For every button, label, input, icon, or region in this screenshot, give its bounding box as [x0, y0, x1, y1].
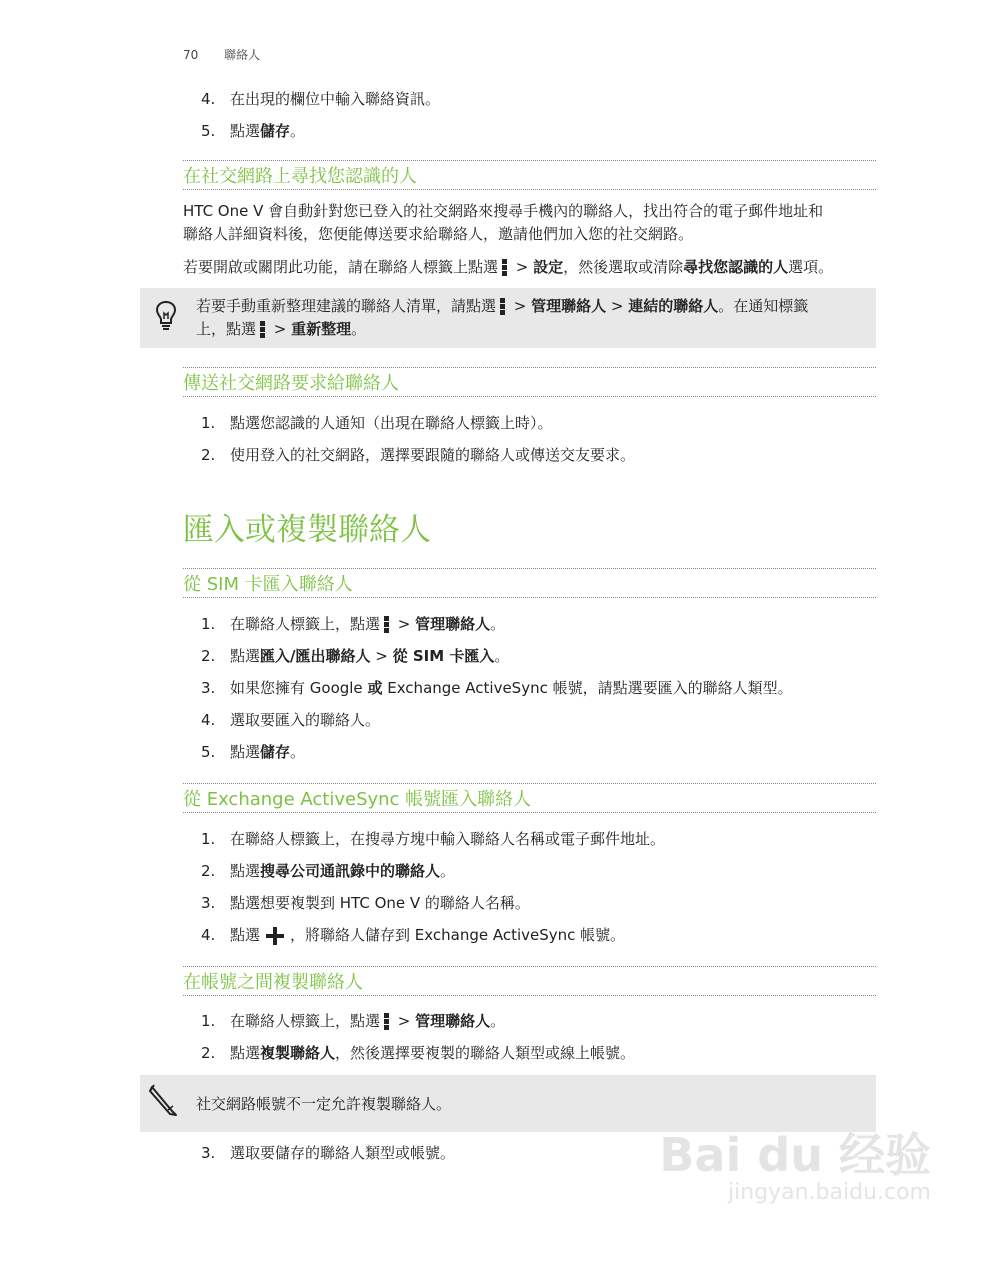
- step-text: >: [393, 615, 416, 633]
- tip-text-part: 。在通知標籤: [718, 297, 809, 315]
- pencil-icon: [148, 1083, 178, 1117]
- menu-icon: [384, 615, 389, 634]
- step-number: 2.: [201, 1044, 216, 1062]
- step-text: 使用登入的社交網路，選擇要跟隨的聯絡人或傳送交友要求。: [230, 446, 636, 464]
- step-number: 5.: [201, 122, 216, 140]
- step-text: 點選: [230, 926, 261, 944]
- ui-term: 匯入/匯出聯絡人: [260, 647, 371, 665]
- step-text: >: [393, 1012, 416, 1030]
- note-text: 社交網路帳號不一定允許複製聯絡人。: [196, 1095, 452, 1113]
- list-item: [183, 677, 793, 699]
- list-item: [183, 1042, 635, 1064]
- step-number: 3.: [201, 1144, 216, 1162]
- tip-text-part: 上，點選: [196, 320, 257, 338]
- plus-icon: [266, 927, 284, 945]
- tip-text: [196, 295, 856, 341]
- ui-term: 儲存: [260, 743, 291, 761]
- menu-icon: [502, 258, 507, 277]
- paragraph-line: HTC One V 會自動針對您已登入的社交網路來搜尋手機內的聯絡人，找出符合的電子郵件地址和: [183, 202, 824, 220]
- ui-term: 從 SIM 卡匯入: [392, 647, 495, 665]
- step-text: 點選: [230, 1044, 261, 1062]
- list-item: [183, 924, 625, 946]
- step-text: ，將聯絡人儲存到 Exchange ActiveSync 帳號。: [290, 926, 626, 944]
- step-number: 2.: [201, 862, 216, 880]
- paragraph-text: 若要開啟或關閉此功能，請在聯絡人標籤上點選: [183, 258, 499, 276]
- step-text: 在聯絡人標籤上，在搜尋方塊中輸入聯絡人名稱或電子郵件地址。: [230, 830, 666, 848]
- step-number: 1.: [201, 1012, 216, 1030]
- step-number: 2.: [201, 446, 216, 464]
- list-item: [183, 88, 440, 110]
- step-number: 4.: [201, 711, 216, 729]
- step-text: 點選: [230, 122, 261, 140]
- step-number: 5.: [201, 743, 216, 761]
- lightbulb-icon: [154, 300, 178, 332]
- menu-icon: [260, 320, 265, 339]
- header-section: 聯絡人: [224, 48, 261, 62]
- step-text: 選取要儲存的聯絡人類型或帳號。: [230, 1144, 456, 1162]
- tip-text-part: 。: [351, 320, 367, 338]
- list-item: [183, 1142, 455, 1164]
- list-item: [183, 1010, 505, 1032]
- step-text: >: [370, 647, 393, 665]
- watermark: [659, 1130, 931, 1206]
- section-heading: 傳送社交網路要求給聯絡人: [183, 367, 876, 397]
- paragraph-text: 選項。: [788, 258, 834, 276]
- step-text: 點選: [230, 862, 261, 880]
- ui-term: 複製聯絡人: [260, 1044, 336, 1062]
- step-text: 點選您認識的人通知（出現在聯絡人標籤上時）。: [230, 414, 553, 432]
- step-text: Exchange ActiveSync 帳號，請點選要匯入的聯絡人類型。: [382, 679, 793, 697]
- ui-term: 尋找您認識的人: [683, 258, 789, 276]
- chapter-title: 匯入或複製聯絡人: [183, 512, 431, 548]
- step-text: 點選: [230, 647, 261, 665]
- list-item: [183, 412, 553, 434]
- step-text: 。: [494, 647, 510, 665]
- ui-term: 搜尋公司通訊錄中的聯絡人: [260, 862, 441, 880]
- watermark-url: jingyan.baidu.com: [727, 1180, 931, 1205]
- menu-icon: [500, 297, 505, 316]
- paragraph-line: 聯絡人詳細資料後，您便能傳送要求給聯絡人，邀請他們加入您的社交網路。: [183, 225, 694, 243]
- step-number: 1.: [201, 830, 216, 848]
- step-text: 。: [440, 862, 456, 880]
- ui-term: 管理聯絡人: [415, 1012, 491, 1030]
- step-text: 選取要匯入的聯絡人。: [230, 711, 381, 729]
- ui-term: 重新整理: [291, 320, 352, 338]
- step-number: 2.: [201, 647, 216, 665]
- step-text: ，然後選擇要複製的聯絡人類型或線上帳號。: [335, 1044, 636, 1062]
- paragraph-text: ，然後選取或清除: [563, 258, 684, 276]
- step-number: 1.: [201, 615, 216, 633]
- step-text: 。: [490, 1012, 506, 1030]
- tip-box: [140, 288, 876, 348]
- step-text: 在聯絡人標籤上，點選: [230, 615, 381, 633]
- step-text: 在出現的欄位中輸入聯絡資訊。: [230, 90, 441, 108]
- menu-icon: [384, 1012, 389, 1031]
- step-number: 1.: [201, 414, 216, 432]
- ui-term: 或: [367, 679, 383, 697]
- tip-text-part: >: [509, 297, 532, 315]
- tip-text-part: 若要手動重新整理建議的聯絡人清單，請點選: [196, 297, 497, 315]
- ui-term: 管理聯絡人: [531, 297, 607, 315]
- section-heading: 從 SIM 卡匯入聯絡人: [183, 568, 876, 598]
- step-text: 點選: [230, 743, 261, 761]
- list-item: [183, 828, 665, 850]
- step-text: 。: [290, 122, 306, 140]
- step-text: 點選想要複製到 HTC One V 的聯絡人名稱。: [230, 894, 530, 912]
- list-item: [183, 709, 380, 731]
- tip-text-part: >: [606, 297, 629, 315]
- step-number: 4.: [201, 90, 216, 108]
- section-heading: 從 Exchange ActiveSync 帳號匯入聯絡人: [183, 783, 876, 813]
- page-number: 70: [183, 48, 199, 62]
- step-text: 。: [490, 615, 506, 633]
- section-heading: 在帳號之間複製聯絡人: [183, 966, 876, 996]
- list-item: [183, 645, 509, 667]
- paragraph: [183, 256, 893, 279]
- list-item: [183, 613, 505, 635]
- tip-text-part: >: [269, 320, 292, 338]
- list-item: [183, 741, 305, 763]
- ui-term: 儲存: [260, 122, 291, 140]
- page-header: [183, 46, 260, 63]
- ui-term: 連結的聯絡人: [628, 297, 719, 315]
- watermark-logo: Bai du 经验: [659, 1128, 931, 1182]
- list-item: [183, 444, 635, 466]
- step-text: 。: [290, 743, 306, 761]
- paragraph: [183, 200, 883, 246]
- step-number: 4.: [201, 926, 216, 944]
- step-text: 如果您擁有 Google: [230, 679, 368, 697]
- ui-term: 管理聯絡人: [415, 615, 491, 633]
- paragraph-text: >: [511, 258, 534, 276]
- step-number: 3.: [201, 679, 216, 697]
- step-text: 在聯絡人標籤上，點選: [230, 1012, 381, 1030]
- list-item: [183, 892, 530, 914]
- section-heading: 在社交網路上尋找您認識的人: [183, 160, 876, 190]
- step-number: 3.: [201, 894, 216, 912]
- ui-term: 設定: [533, 258, 564, 276]
- list-item: [183, 860, 455, 882]
- note-box: [140, 1075, 876, 1132]
- list-item: [183, 120, 305, 142]
